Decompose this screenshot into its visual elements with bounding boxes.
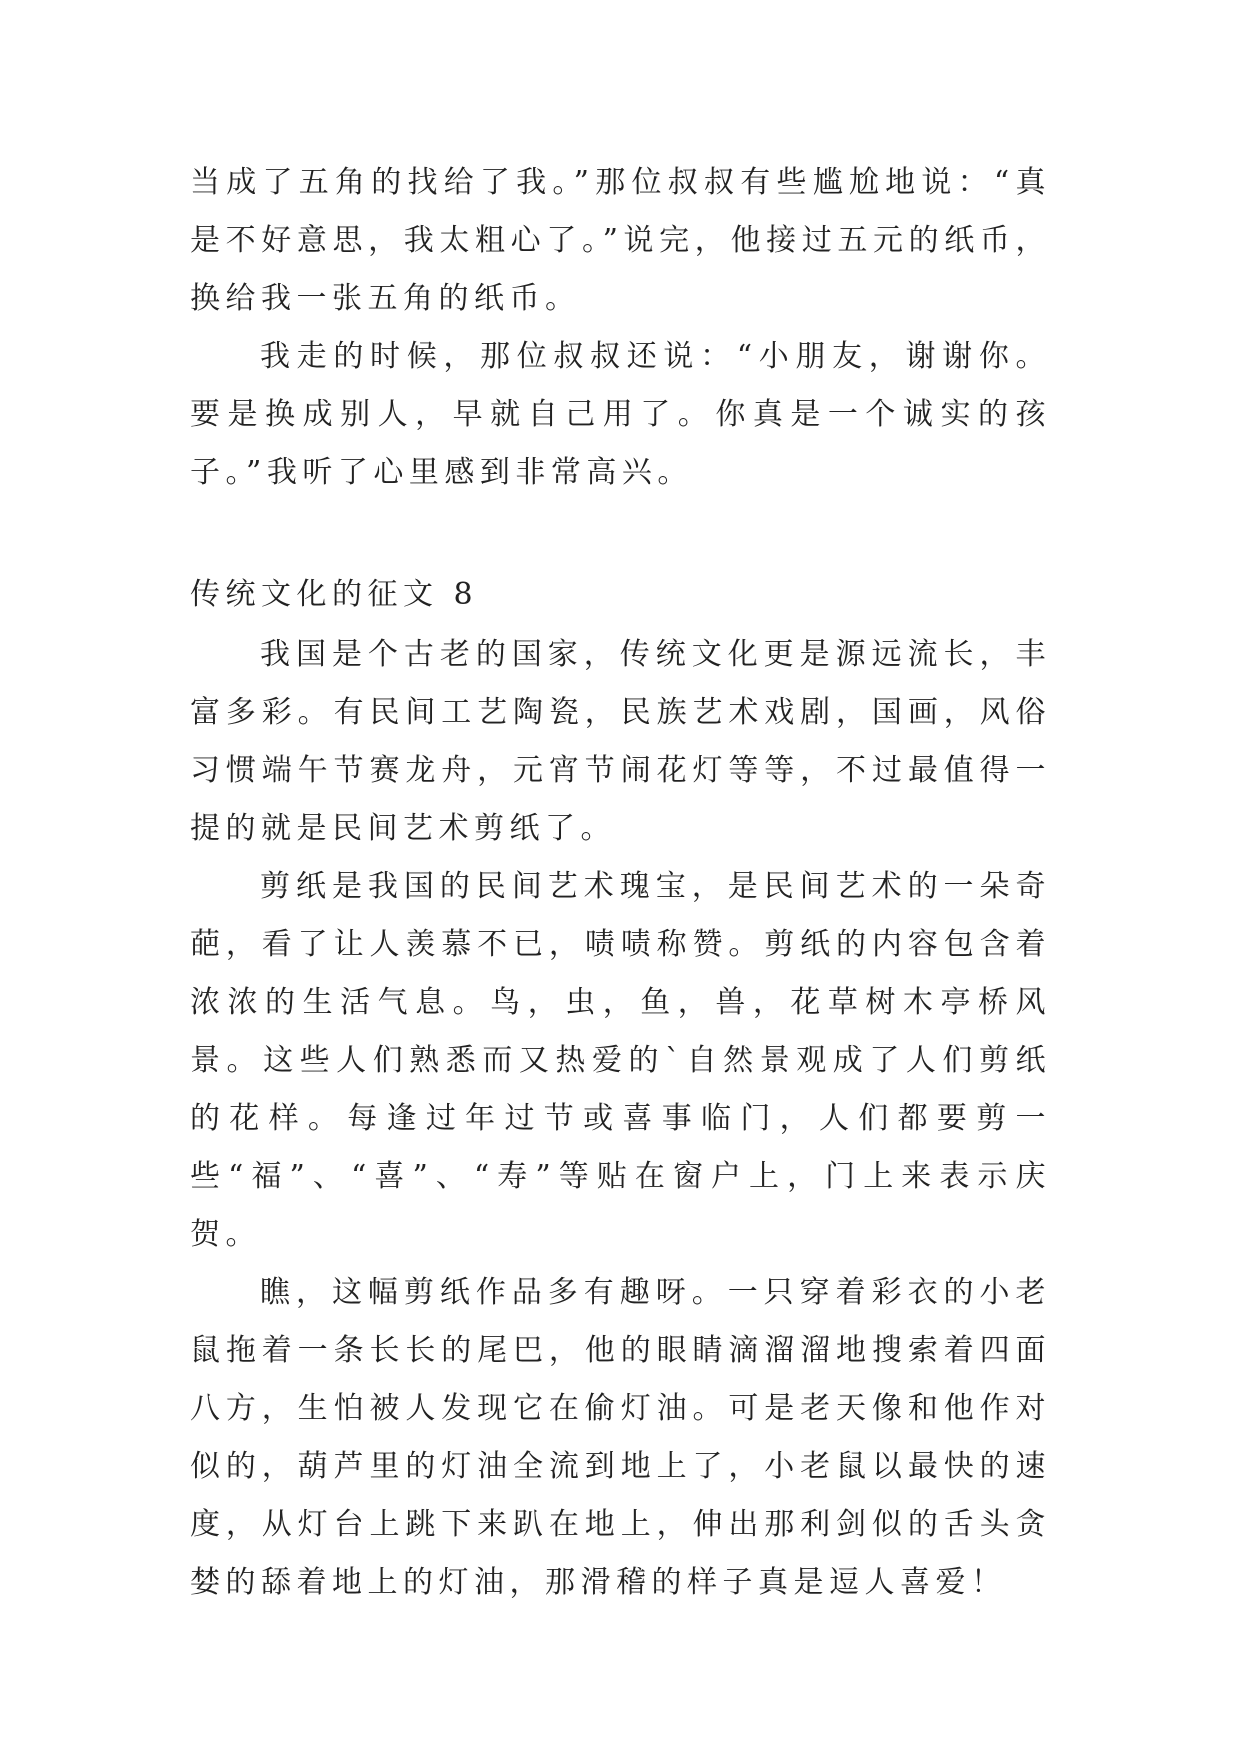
section-body bbox=[190, 626, 1051, 1612]
paragraph: 当成了五角的找给了我。”那位叔叔有些尴尬地说：“真是不好意思，我太粗心了。”说完，他接过五元的纸币，换给我一张五角的纸币。 bbox=[190, 165, 1051, 316]
paragraph: 我走的时候，那位叔叔还说：“小朋友，谢谢你。要是换成别人，早就自己用了。你真是一个诚实的孩子。”我听了心里感到非常高兴。 bbox=[190, 339, 1051, 490]
section-title: 传统文化的征文 8 bbox=[190, 577, 479, 612]
paragraph: 剪纸是我国的民间艺术瑰宝，是民间艺术的一朵奇葩，看了让人羡慕不已，啧啧称赞。剪纸的内容包含着浓浓的生活气息。鸟，虫，鱼，兽，花草树木亭桥风景。这些人们熟悉而又热爱的`自然景观成了人们剪纸的花样。每逢过年过节或喜事临门，人们都要剪一些“福”、“喜”、“寿”等贴在窗户上，门上来表示庆贺。 bbox=[190, 869, 1051, 1252]
paragraph: 我国是个古老的国家，传统文化更是源远流长，丰富多彩。有民间工艺陶瓷，民族艺术戏剧，国画，风俗习惯端午节赛龙舟，元宵节闹花灯等等，不过最值得一提的就是民间艺术剪纸了。 bbox=[190, 637, 1051, 846]
paragraph: 瞧，这幅剪纸作品多有趣呀。一只穿着彩衣的小老鼠拖着一条长长的尾巴，他的眼睛滴溜溜地搜索着四面八方，生怕被人发现它在偷灯油。可是老天像和他作对似的，葫芦里的灯油全流到地上了，小老鼠以最快的速度，从灯台上跳下来趴在地上，伸出那利剑似的舌头贪婪的舔着地上的灯油，那滑稽的样子真是逗人喜爱！ bbox=[190, 1275, 1051, 1600]
previous-section-text bbox=[190, 154, 1051, 502]
